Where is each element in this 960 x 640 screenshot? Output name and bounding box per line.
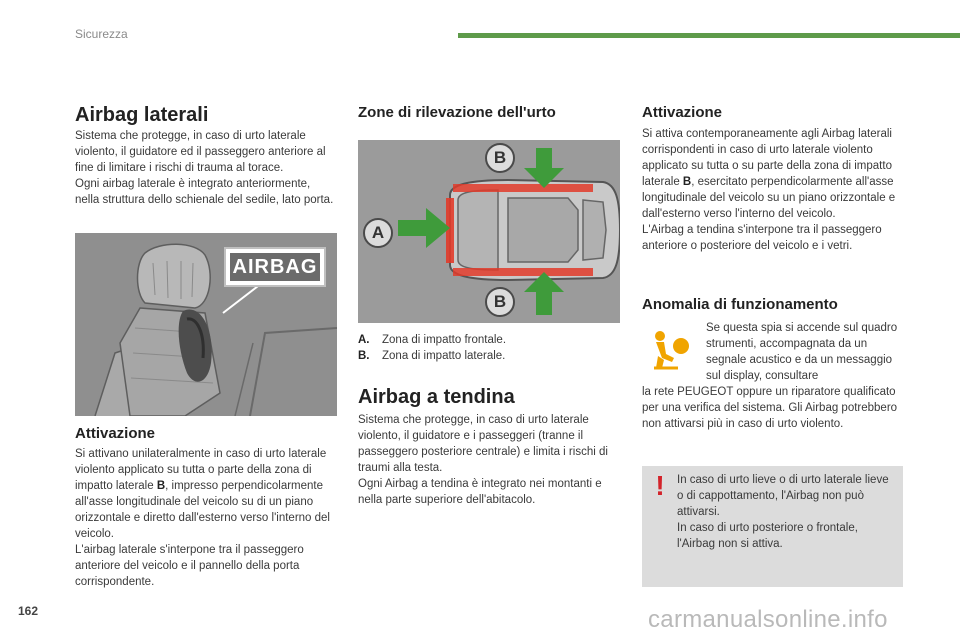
airbag-warning-light-icon: [648, 328, 692, 372]
legend-key: B.: [358, 350, 370, 362]
side-activation-text-part1: Si attivano unilateralmente in caso di urto laterale violento applicato su tutta o parte della zona di impatto laterale: [75, 448, 327, 492]
caution-icon: !: [655, 470, 665, 501]
side-activation-title: Attivazione: [75, 425, 156, 442]
curtain-activation-zone-key: B: [682, 176, 692, 188]
note-box: [642, 466, 903, 587]
curtain-activation-title: Attivazione: [642, 104, 723, 121]
fault-text-continued: la rete PEUGEOT oppure un riparatore qualificato per una verifica del sistema. Gli Airbag potrebbero non attivarsi più in caso di urto violento.: [642, 386, 898, 430]
curtain-airbag-title: Airbag a tendina: [358, 386, 515, 408]
legend-text: Zona di impatto laterale.: [382, 350, 506, 362]
legend-key: A.: [358, 334, 370, 346]
detection-zones-title: Zone di rilevazione dell'urto: [358, 104, 556, 121]
impact-zones-figure: [358, 140, 620, 323]
legend-item: [358, 332, 620, 348]
page-number: 162: [18, 604, 39, 618]
airbag-badge-label: AIRBAG: [232, 256, 318, 278]
legend-text: Zona di impatto frontale.: [382, 334, 507, 346]
side-airbag-intro: Sistema che protegge, in caso di urto laterale violento, il guidatore ed il passeggero anteriore al fine di limitare i rischi di trauma al torace. Ogni airbag laterale è integrato anteriormente, nella struttura dello schienale del sedile, lato porta.: [75, 130, 334, 206]
curtain-activation-text: [642, 126, 904, 254]
side-airbag-title: Airbag laterali: [75, 104, 209, 126]
side-activation-text: [75, 446, 337, 590]
side-airbag-figure: [75, 233, 337, 416]
fault-title: Anomalia di funzionamento: [642, 296, 838, 313]
section-label: Sicurezza: [75, 27, 128, 41]
curtain-activation-text-part1: Si attiva contemporaneamente agli Airbag laterali corrispondenti in caso di urto laterale violento applicato su tutta o su parte della zona di impatto laterale: [642, 128, 892, 188]
impact-zones-legend: [358, 332, 620, 364]
curtain-activation-text-part2: , esercitato perpendicolarmente all'asse longitudinale del veicolo su un piano orizzontale e dall'esterno verso l'interno del veicolo. L'Airbag a tendina s'interpone tra il passeggero anteriore o posteriore del veicolo e i vetri.: [642, 176, 896, 252]
note-text: In caso di urto lieve o di urto laterale lieve o di cappottamento, l'Airbag non può attivarsi. In caso di urto posteriore o frontale, l'Airbag non si attiva.: [677, 474, 889, 550]
fault-text-wrapped: Se questa spia si accende sul quadro strumenti, accompagnata da un segnale acustico e da un messaggio sul display, consultare: [706, 322, 898, 382]
zone-label-a: A: [371, 223, 385, 242]
zone-label-b-bottom: B: [493, 292, 507, 311]
zone-label-b-top: B: [493, 148, 507, 167]
legend-item: [358, 348, 620, 364]
watermark: carmanualsonline.info: [648, 606, 888, 633]
side-activation-zone-key: B: [156, 480, 166, 492]
side-activation-text-part2: , impresso perpendicolarmente all'asse longitudinale del veicolo su di un piano orizzontale e diretto dall'esterno verso l'interno del veicolo. L'airbag laterale s'interpone tra il passeggero anteriore del veicolo e il pannello della porta corrispondente.: [75, 480, 330, 588]
curtain-airbag-text: Sistema che protegge, in caso di urto laterale violento, il guidatore e i passeggeri (tranne il passeggero posteriore centrale) e limita i rischi di traumi alla testa. Ogni Airbag a tendina è integrato nei montanti e nella parte superiore dell'abitacolo.: [358, 414, 608, 506]
section-accent-bar: [458, 33, 960, 38]
